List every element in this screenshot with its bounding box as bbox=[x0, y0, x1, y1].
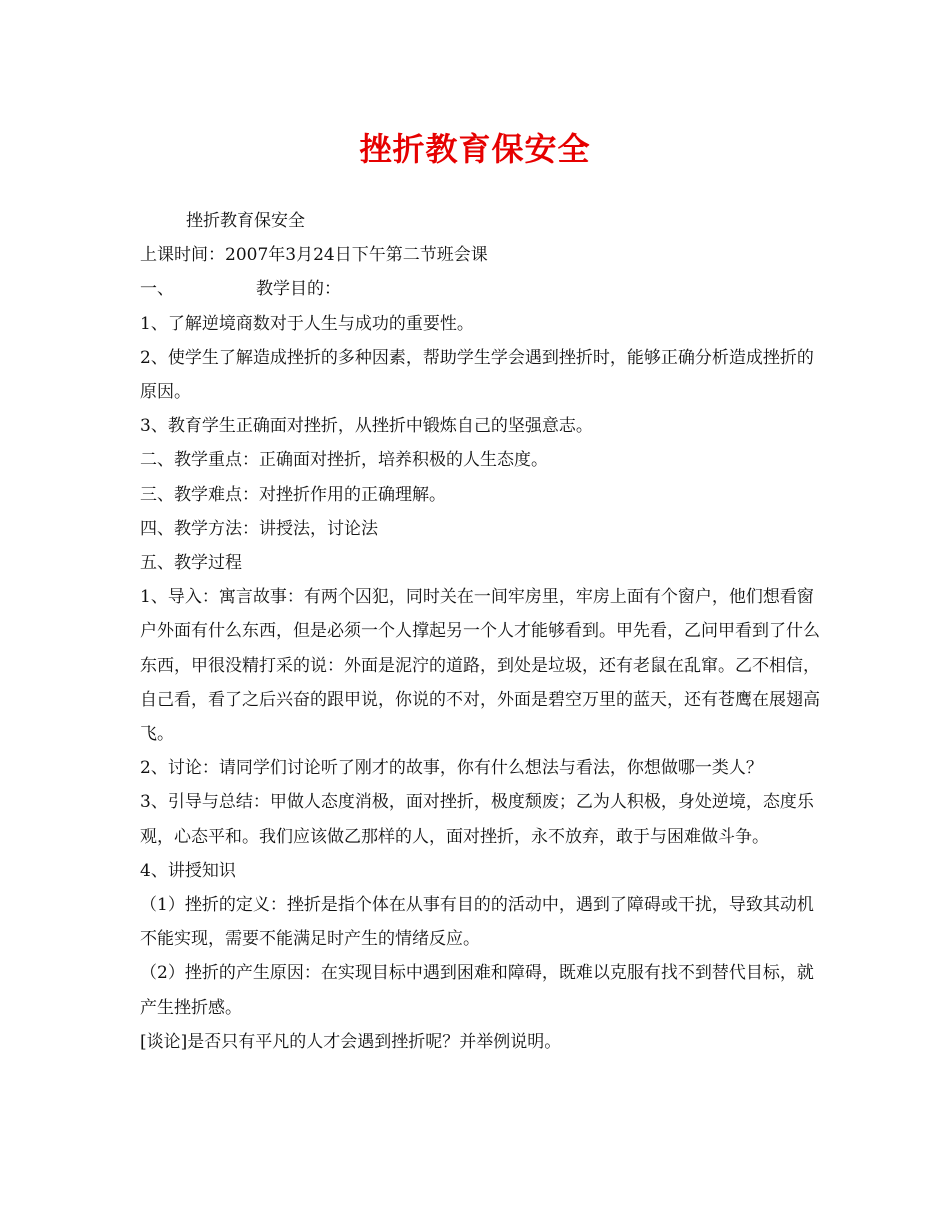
section-one-number: 一、 bbox=[140, 279, 174, 300]
class-time-paragraph: 上课时间：2007年3月24日下午第二节班会课 bbox=[140, 245, 488, 266]
section-one-heading bbox=[140, 272, 820, 306]
subtitle-paragraph: 挫折教育保安全 bbox=[186, 211, 305, 231]
definition-2-paragraph: （2）挫折的产生原因：在实现目标中遇到困难和障碍，既难以克服有找不到替代目标，就产生挫折感。 bbox=[140, 963, 814, 1018]
document-title: 挫折教育保安全 bbox=[359, 130, 591, 168]
process-heading: 五、教学过程 bbox=[140, 553, 242, 574]
step-1-paragraph: 1、导入：寓言故事：有两个囚犯，同时关在一间牢房里，牢房上面有个窗户，他们想看窗户外面有什么东西，但是必须一个人撑起另一个人才能够看到。甲先看，乙问甲看到了什么东西，甲很没精打采的说：外面是泥泞的道路，到处是垃圾，还有老鼠在乱窜。乙不相信，自己看，看了之后兴奋的跟甲说，你说的不对，外面是碧空万里的蓝天，还有苍鹰在展翅高飞。 bbox=[140, 587, 820, 745]
document-body bbox=[140, 204, 820, 1059]
section-one-label: 教学目的： bbox=[256, 279, 341, 300]
step-2-paragraph: 2、讨论：请同学们讨论听了刚才的故事，你有什么想法与看法，你想做哪一类人？ bbox=[140, 758, 763, 779]
step-3-paragraph: 3、引导与总结：甲做人态度消极，面对挫折，极度颓废；乙为人积极，身处逆境，态度乐观，心态平和。我们应该做乙那样的人，面对挫折，永不放弃，敢于与困难做斗争。 bbox=[140, 792, 814, 847]
goal-3-paragraph: 3、教育学生正确面对挫折，从挫折中锻炼自己的坚强意志。 bbox=[140, 416, 593, 437]
goal-2-paragraph: 2、使学生了解造成挫折的多种因素，帮助学生学会遇到挫折时，能够正确分析造成挫折的原因。 bbox=[140, 347, 814, 403]
definition-1-paragraph: （1）挫折的定义：挫折是指个体在从事有目的的活动中，遇到了障碍或干扰，导致其动机不能实现，需要不能满足时产生的情绪反应。 bbox=[140, 895, 814, 950]
method-paragraph: 四、教学方法：讲授法，讨论法 bbox=[140, 518, 378, 539]
goal-1-paragraph: 1、了解逆境商数对于人生与成功的重要性。 bbox=[140, 313, 474, 334]
difficulty-paragraph: 三、教学难点：对挫折作用的正确理解。 bbox=[140, 484, 446, 505]
discussion-paragraph: [谈论]是否只有平凡的人才会遇到挫折呢？并举例说明。 bbox=[140, 1031, 562, 1052]
key-point-paragraph: 二、教学重点：正确面对挫折，培养积极的人生态度。 bbox=[140, 450, 548, 471]
step-4-paragraph: 4、讲授知识 bbox=[140, 860, 236, 881]
